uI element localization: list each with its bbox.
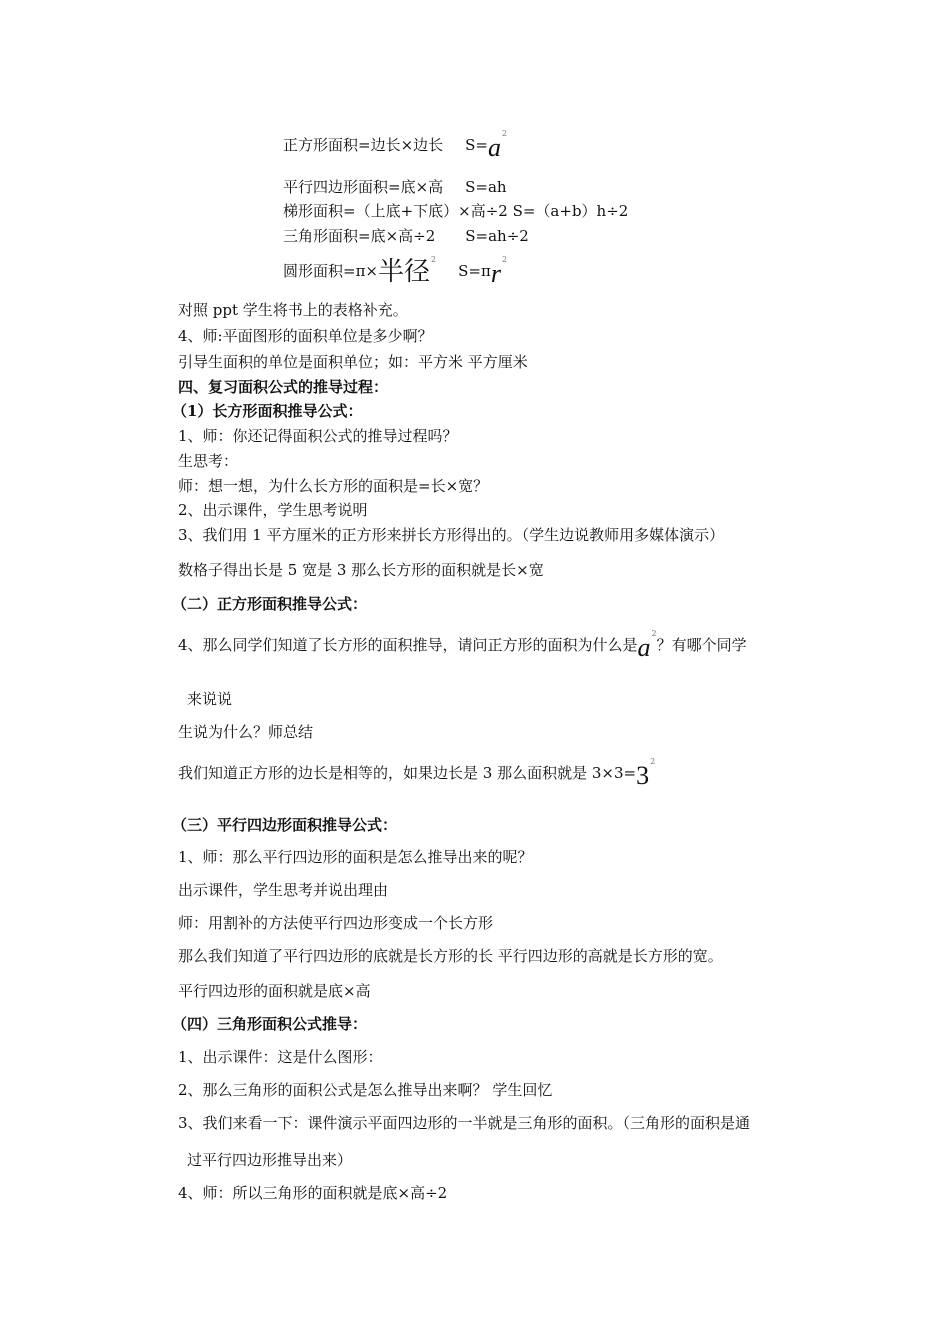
text-line-1: 对照 ppt 学生将书上的表格补充。 <box>178 301 408 319</box>
text-line-21: 3、我们来看一下：课件演示平面四边形的一半就是三角形的面积。（三角形的面积是通 <box>178 1114 751 1132</box>
text-line-13 <box>178 757 656 790</box>
text-line-22: 过平行四边形推导出来） <box>187 1151 353 1169</box>
text-line-10-a: 4、那么同学们知道了长方形的面积推导，请问正方形的面积为什么是 <box>178 636 638 654</box>
text-line-9: 数格子得出长是 5 宽是 3 那么长方形的面积就是长×宽 <box>178 561 544 579</box>
formula-triangle-s: S=ah÷2 <box>465 227 529 245</box>
text-line-13-num: 3 <box>636 761 650 790</box>
text-line-17: 那么我们知道了平行四边形的底就是长方形的长 平行四边形的高就是长方形的宽。 <box>178 947 723 965</box>
text-line-10-b: ？有哪个同学 <box>656 636 747 654</box>
section-heading-4: 四、复习面积公式的推导过程： <box>178 378 389 396</box>
formula-circle-exp: 2 <box>431 255 437 264</box>
formula-circle-var: r <box>490 259 501 288</box>
text-line-4: 1、师：你还记得面积公式的推导过程吗？ <box>178 427 458 445</box>
formula-parallelogram <box>283 177 507 197</box>
formula-parallelogram-s: S=ah <box>465 178 507 196</box>
formula-circle-s: S=π <box>458 262 491 280</box>
subheading-triangle: （四）三角形面积公式推导： <box>172 1015 368 1033</box>
text-line-14: 1、师：那么平行四边形的面积是怎么推导出来的呢？ <box>178 848 533 866</box>
formula-square-exp: 2 <box>502 129 508 138</box>
text-line-12: 生说为什么？师总结 <box>178 723 314 741</box>
text-line-16: 师：用割补的方法使平行四边形变成一个长方形 <box>178 914 494 932</box>
formula-trapezoid <box>283 201 628 221</box>
formula-parallelogram-label: 平行四边形面积=底×高 <box>283 178 444 196</box>
formula-trapezoid-label: 梯形面积=（上底+下底）×高÷2 S=（a+b）h÷2 <box>283 202 629 220</box>
text-line-6: 师：想一想，为什么长方形的面积是=长×宽？ <box>178 477 489 495</box>
text-line-8: 3、我们用 1 平方厘米的正方形来拼长方形得出的。（学生边说教师用多媒体演示） <box>178 526 725 544</box>
text-line-18: 平行四边形的面积就是底×高 <box>178 982 371 1000</box>
formula-circle-label: 圆形面积=π× <box>283 262 378 280</box>
subheading-parallelogram: （三）平行四边形面积推导公式： <box>172 816 398 834</box>
formula-circle <box>283 255 508 288</box>
text-line-19: 1、出示课件：这是什么图形： <box>178 1048 383 1066</box>
formula-square-label: 正方形面积=边长×边长 <box>283 136 444 154</box>
text-line-20: 2、那么三角形的面积公式是怎么推导出来啊？ 学生回忆 <box>178 1081 553 1099</box>
formula-triangle <box>283 226 529 246</box>
formula-square-var: a <box>488 133 501 162</box>
subheading-square: （二）正方形面积推导公式： <box>172 595 368 613</box>
text-line-7: 2、出示课件，学生思考说明 <box>178 501 368 519</box>
text-line-3: 引导生面积的单位是面积单位；如：平方米 平方厘米 <box>178 353 528 371</box>
text-line-10-exp: 2 <box>651 629 657 638</box>
formula-circle-exp2: 2 <box>501 255 508 264</box>
formula-triangle-label: 三角形面积=底×高÷2 <box>283 227 436 245</box>
text-line-23: 4、师：所以三角形的面积就是底×高÷2 <box>178 1184 448 1202</box>
text-line-10-var: a <box>637 633 651 662</box>
text-line-11: 来说说 <box>187 690 233 708</box>
formula-circle-big: 半径 <box>378 257 431 287</box>
formula-square <box>283 129 508 162</box>
text-line-2: 4、师:平面图形的面积单位是多少啊？ <box>178 327 433 345</box>
text-line-10 <box>178 629 747 662</box>
text-line-5: 生思考： <box>178 452 239 470</box>
formula-square-s: S= <box>465 136 488 154</box>
subheading-rectangle: （1）长方形面积推导公式： <box>172 402 363 420</box>
text-line-13-a: 我们知道正方形的边长是相等的，如果边长是 3 那么面积就是 3×3= <box>178 764 637 782</box>
text-line-15: 出示课件，学生思考并说出理由 <box>178 881 389 899</box>
text-line-13-exp: 2 <box>650 757 656 766</box>
